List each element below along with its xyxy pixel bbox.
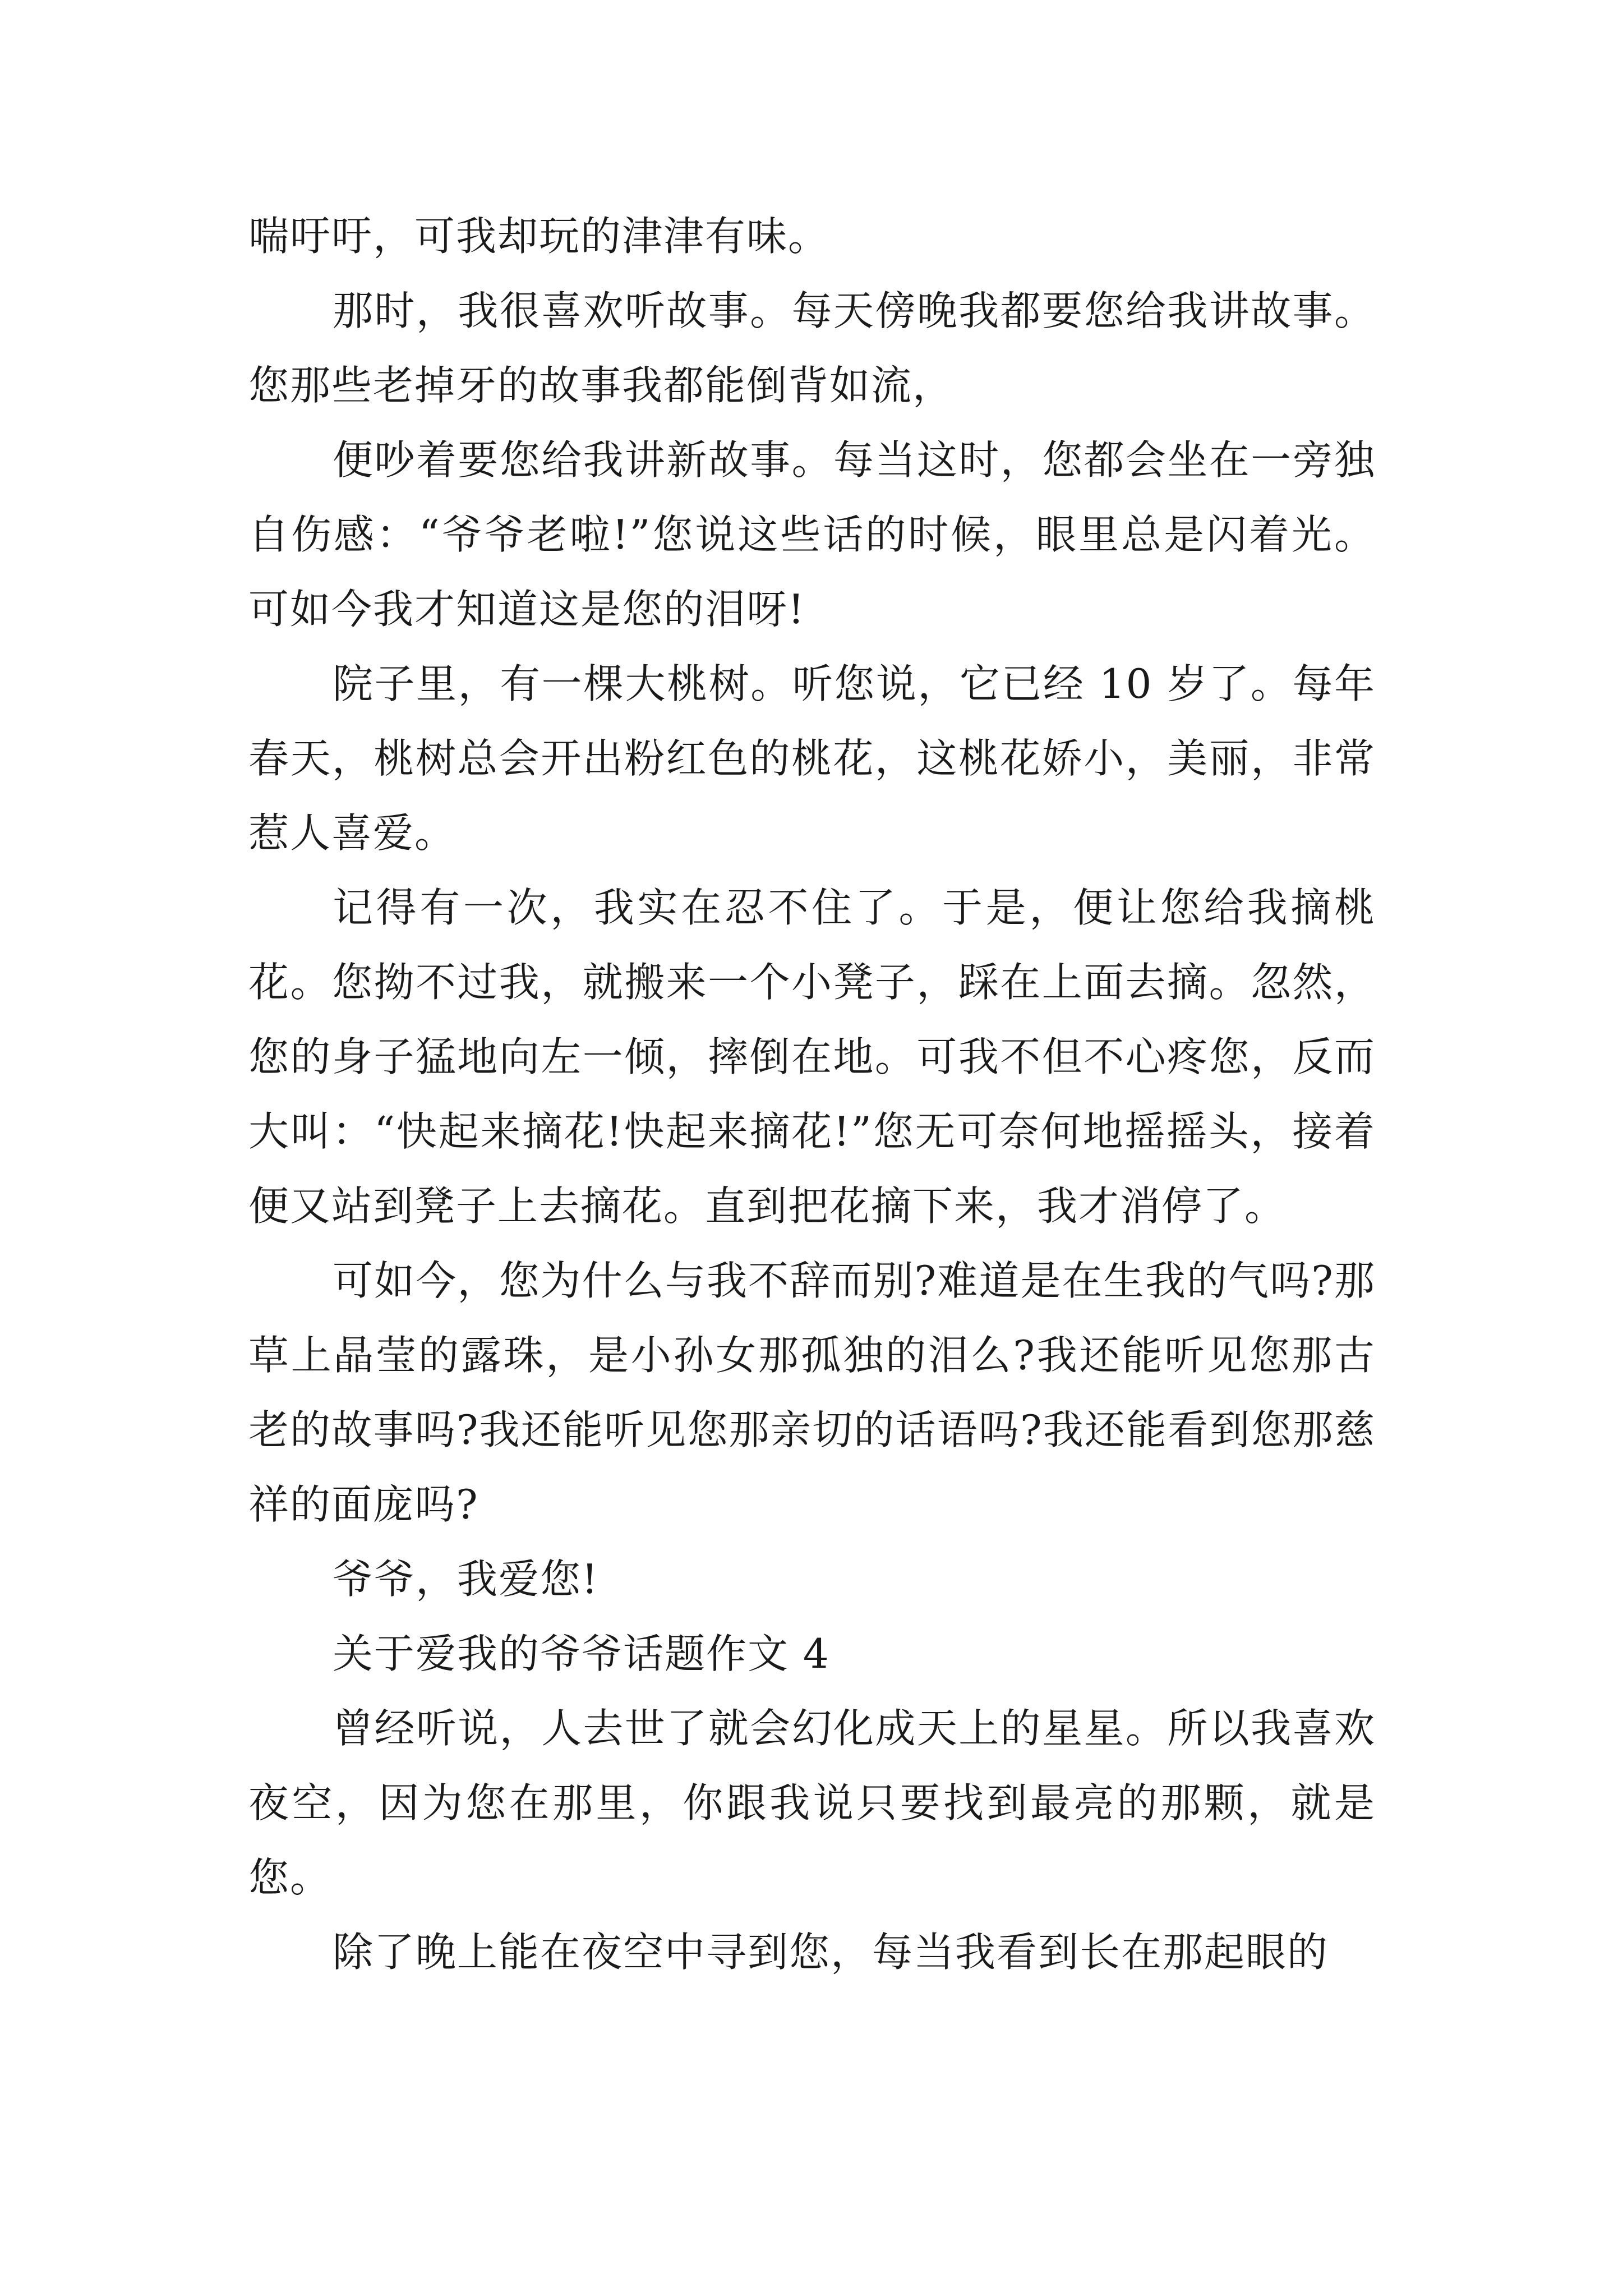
paragraph-2: 那时，我很喜欢听故事。每天傍晚我都要您给我讲故事。您那些老掉牙的故事我都能倒背如流， [248, 287, 1376, 409]
paragraph-9: 曾经听说，人去世了就会幻化成天上的星星。所以我喜欢夜空，因为您在那里，你跟我说只要找到最亮的那颗，就是您。 [248, 1705, 1376, 1901]
paragraph-3: 便吵着要您给我讲新故事。每当这时，您都会坐在一旁独自伤感：“爷爷老啦!”您说这些话的时候，眼里总是闪着光。可如今我才知道这是您的泪呀! [248, 436, 1376, 633]
paragraph-10: 除了晚上能在夜空中寻到您，每当我看到长在那起眼的 [333, 1929, 1329, 1976]
paragraph-4: 院子里，有一棵大桃树。听您说，它已经 10 岁了。每年春天，桃树总会开出粉红色的桃花，这桃花娇小，美丽，非常惹人喜爱。 [248, 660, 1376, 857]
document-body [248, 199, 1376, 1990]
section-heading: 关于爱我的爷爷话题作文 4 [333, 1630, 830, 1677]
paragraph-5: 记得有一次，我实在忍不住了。于是，便让您给我摘桃花。您拗不过我，就搬来一个小凳子，踩在上面去摘。忽然，您的身子猛地向左一倾，摔倒在地。可我不但不心疼您，反而大叫：“快起来摘花!快起来摘花!”您无可奈何地摇摇头，接着便又站到凳子上去摘花。直到把花摘下来，我才消停了。 [248, 884, 1376, 1230]
paragraph-1: 喘吁吁，可我却玩的津津有味。 [248, 213, 830, 260]
paragraph-7: 爷爷，我爱您! [333, 1556, 599, 1603]
paragraph-6: 可如今，您为什么与我不辞而别?难道是在生我的气吗?那草上晶莹的露珠，是小孙女那孤独的泪么?我还能听见您那古老的故事吗?我还能听见您那亲切的话语吗?我还能看到您那慈祥的面庞吗? [248, 1257, 1376, 1528]
